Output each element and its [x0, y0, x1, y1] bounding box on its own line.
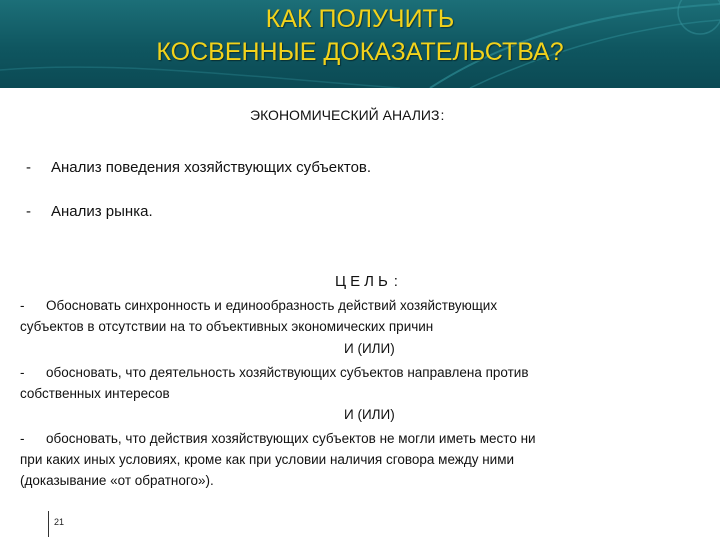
page-number: 21: [54, 517, 65, 527]
goal-paragraph-line: [20, 428, 700, 449]
goal-paragraph-dash: -: [20, 365, 25, 380]
goal-heading-colon: :: [393, 273, 398, 290]
goal-paragraph-line: собственных интересов: [20, 386, 170, 401]
analysis-item: [26, 158, 371, 178]
goal-paragraph-text: обосновать, что деятельность хозяйствующих субъектов направлена против: [46, 365, 529, 380]
analysis-item-text: Анализ поведения хозяйствующих субъектов.: [51, 159, 372, 176]
goal-paragraph-line: (доказывание «от обратного»).: [20, 473, 214, 488]
goal-paragraph-line: [20, 295, 700, 316]
goal-paragraph-line: при каких иных условиях, кроме как при условии наличия сговора между ними: [20, 452, 515, 467]
slide-title-line-2: КОСВЕННЫЕ ДОКАЗАТЕЛЬСТВА?: [156, 38, 564, 66]
analysis-item-text: Анализ рынка.: [51, 203, 153, 220]
goal-paragraph-dash: -: [20, 298, 25, 313]
goal-heading: [335, 272, 398, 292]
economic-analysis-heading: [250, 106, 444, 124]
analysis-item: [26, 202, 153, 222]
goal-paragraph-text: обосновать, что действия хозяйствующих субъектов не могли иметь место ни: [46, 431, 536, 446]
goal-heading-text: ЦЕЛЬ: [335, 273, 392, 290]
goal-paragraph-dash: -: [20, 431, 25, 446]
analysis-item-dash: -: [26, 159, 31, 176]
goal-paragraph: [20, 428, 700, 491]
goal-paragraph: [20, 295, 700, 337]
goal-paragraph-line: [20, 362, 700, 383]
goal-paragraph-text: Обосновать синхронность и единообразность действий хозяйствующих: [46, 298, 498, 313]
and-or-connector: И (ИЛИ): [344, 407, 395, 422]
page-number-rule: [48, 511, 49, 537]
analysis-item-dash: -: [26, 203, 31, 220]
slide-title-line-1: КАК ПОЛУЧИТЬ: [265, 5, 455, 33]
goal-paragraph: [20, 362, 700, 404]
and-or-connector: И (ИЛИ): [344, 341, 395, 356]
goal-paragraph-line: субъектов в отсутствии на то объективных экономических причин: [20, 319, 434, 334]
economic-analysis-heading-text: ЭКОНОМИЧЕСКИЙ АНАЛИЗ: [250, 107, 440, 123]
economic-analysis-heading-colon: :: [440, 107, 445, 123]
slide-header: [0, 0, 720, 88]
